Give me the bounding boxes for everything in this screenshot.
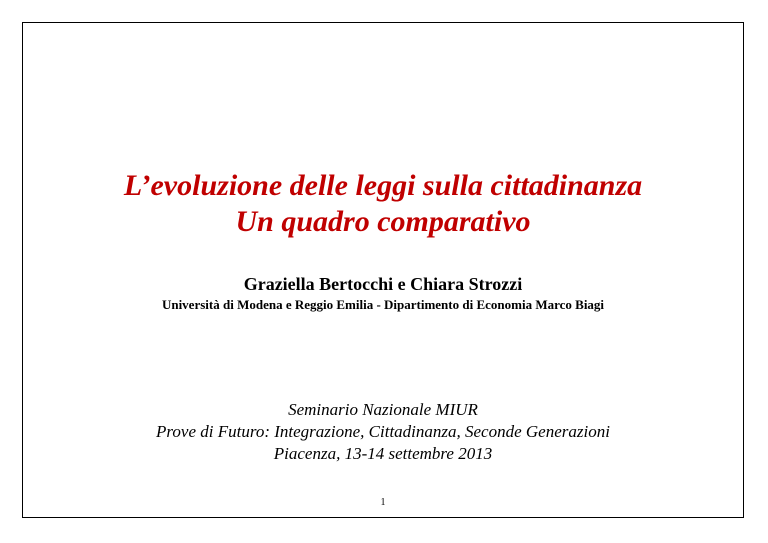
event-subtitle: Prove di Futuro: Integrazione, Cittadinanza, Seconde Generazioni — [156, 422, 610, 441]
title-line-1: L’evoluzione delle leggi sulla cittadinanza — [123, 169, 643, 202]
affiliation: Università di Modena e Reggio Emilia - Dipartimento di Economia Marco Biagi — [161, 297, 605, 312]
event-info — [23, 399, 743, 465]
event-name: Seminario Nazionale MIUR — [288, 400, 478, 419]
slide-title — [23, 168, 743, 240]
authors: Graziella Bertocchi e Chiara Strozzi — [243, 274, 523, 294]
slide-frame — [22, 22, 744, 518]
title-line-2: Un quadro comparativo — [235, 205, 531, 238]
page-number: 1 — [380, 497, 386, 508]
event-place-date: Piacenza, 13-14 settembre 2013 — [273, 444, 493, 463]
